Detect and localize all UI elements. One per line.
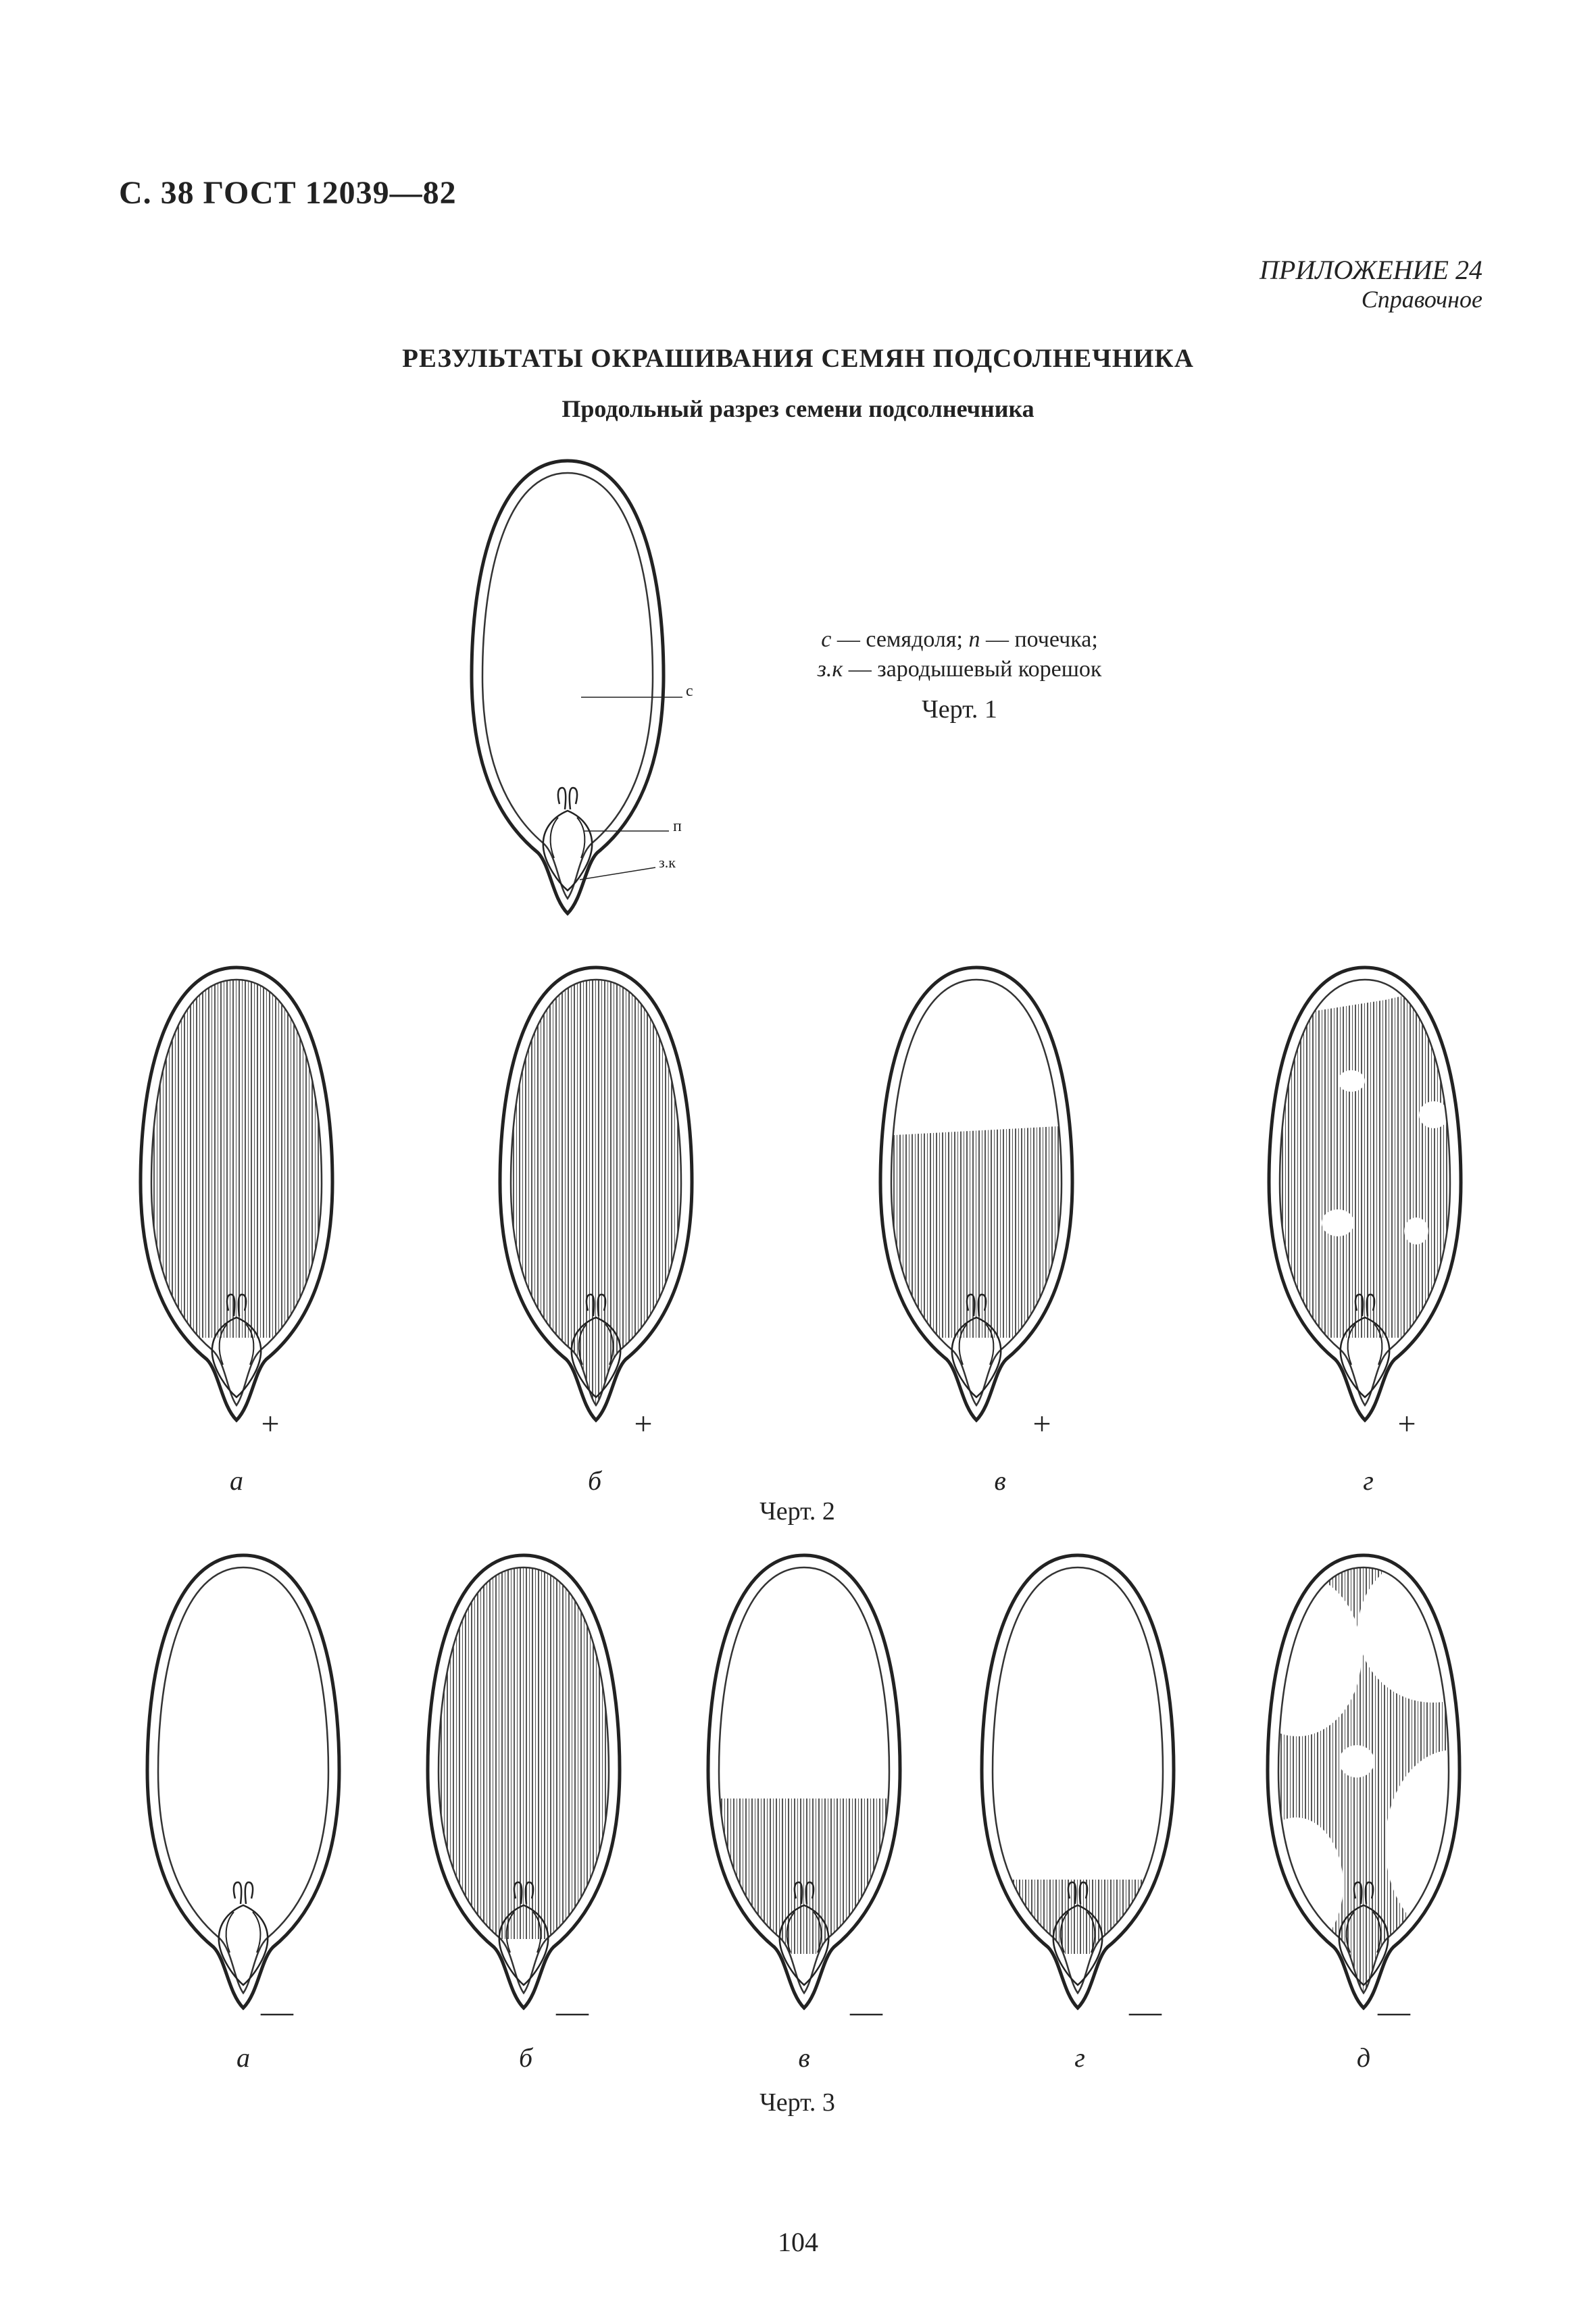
figure1-label-p: п	[673, 818, 682, 835]
figure2-sign-v: +	[1032, 1406, 1051, 1442]
figure3-seed-a	[135, 1547, 351, 2020]
figure3-label-d: д	[1356, 2042, 1371, 2073]
appendix-number: ПРИЛОЖЕНИЕ 24	[1260, 255, 1482, 285]
figure1-label-c: с	[686, 682, 693, 700]
figure2-seed-v	[868, 959, 1084, 1432]
figure3-label-v: в	[798, 2042, 810, 2073]
figure2-caption: Черт. 2	[759, 1497, 835, 1526]
legend-zk-abbr: з.к	[817, 657, 843, 682]
legend-p-text: — почечка;	[985, 627, 1098, 652]
figure3-seed-v	[696, 1547, 912, 2020]
figure2-label-a: а	[230, 1465, 243, 1496]
appendix-type: Справочное	[1361, 285, 1482, 313]
figure3-label-b: б	[518, 2042, 533, 2073]
figure3-seed-b	[416, 1547, 632, 2020]
figure3-sign-v: —	[850, 1994, 882, 2030]
appendix-label	[1260, 255, 1482, 313]
figure2-seed-g	[1257, 959, 1473, 1432]
figure3-label-a: а	[236, 2042, 250, 2073]
figure3-sign-d: —	[1378, 1994, 1410, 2030]
legend-c-abbr: с	[821, 627, 832, 652]
figure3-label-g: г	[1074, 2042, 1085, 2073]
figure3-sign-g: —	[1129, 1994, 1162, 2030]
figure2-label-v: в	[994, 1465, 1006, 1496]
figure2-seed-a	[128, 959, 345, 1432]
figure1-caption: Черт. 1	[922, 695, 997, 724]
figure3-seed-g	[970, 1547, 1186, 2020]
legend-p-abbr: п	[968, 627, 980, 652]
figure2-sign-g: +	[1397, 1406, 1416, 1442]
figure2-seed-b	[488, 959, 704, 1432]
figure2-sign-a: +	[261, 1406, 280, 1442]
figure1-legend	[703, 625, 1216, 684]
figure1-label-zk: з.к	[659, 854, 676, 871]
figure3-caption: Черт. 3	[759, 2088, 835, 2117]
page-subtitle: Продольный разрез семени подсолнечника	[562, 395, 1034, 422]
legend-c-text: — семядоля;	[837, 627, 963, 652]
figure2-sign-b: +	[634, 1406, 653, 1442]
figure3-sign-b: —	[556, 1994, 589, 2030]
page-header: С. 38 ГОСТ 12039—82	[119, 175, 457, 211]
page-title: РЕЗУЛЬТАТЫ ОКРАШИВАНИЯ СЕМЯН ПОДСОЛНЕЧНИКА	[402, 344, 1194, 373]
page-number: 104	[778, 2227, 818, 2257]
figure2-label-b: б	[587, 1465, 602, 1496]
figure2-label-g: г	[1363, 1465, 1374, 1496]
figure1-seed-drawing	[459, 453, 676, 926]
figure3-sign-a: —	[261, 1994, 293, 2030]
figure3-seed-d	[1255, 1547, 1472, 2020]
legend-zk-text: — зародышевый корешок	[848, 657, 1102, 682]
